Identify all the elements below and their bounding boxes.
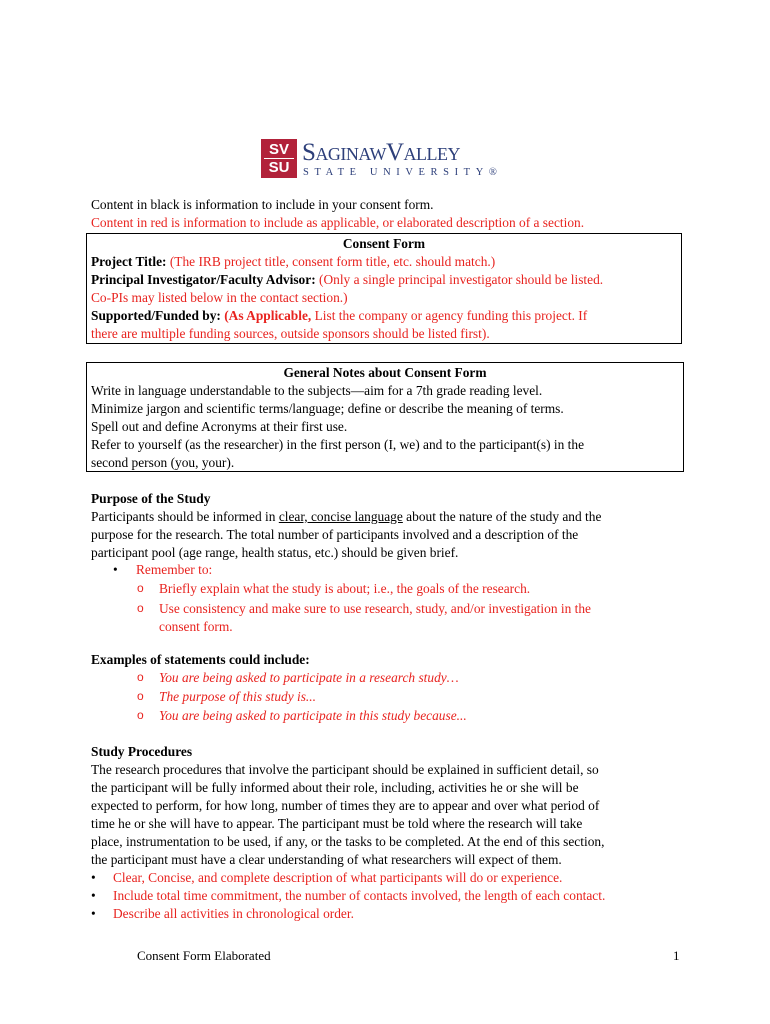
purpose-paragraph-line xyxy=(91,508,601,526)
bullet-icon: • xyxy=(91,906,96,921)
logo-mark-top: SV xyxy=(264,141,294,159)
example-item: The purpose of this study is... xyxy=(159,689,316,704)
notes-line: Minimize jargon and scientific terms/language; define or describe the meaning of terms. xyxy=(91,401,564,416)
intro-black-line: Content in black is information to include in your consent form. xyxy=(91,197,434,212)
consent-form-title: Consent Form xyxy=(342,236,426,251)
sub-bullet-icon: o xyxy=(137,581,144,595)
svsu-logo xyxy=(261,139,511,181)
footer-title: Consent Form Elaborated xyxy=(137,948,271,963)
procedures-line: the participant will be fully informed about their role, including, activities he or she will be xyxy=(91,780,579,795)
pi-line xyxy=(91,271,677,289)
purpose-text: about the nature of the study and the xyxy=(402,509,602,524)
procedures-line: expected to perform, for how long, number of times they are to appear and over what period of xyxy=(91,798,600,813)
remember-sub-item: consent form. xyxy=(159,619,233,634)
sub-bullet-icon: o xyxy=(137,689,144,703)
logo-subtitle: STATE UNIVERSITY® xyxy=(303,167,503,178)
procedures-section xyxy=(91,743,604,869)
page-number: 1 xyxy=(673,948,680,963)
project-title-line xyxy=(91,253,677,271)
bullet-icon: • xyxy=(91,888,96,903)
bullet-icon: • xyxy=(91,870,96,885)
procedures-line: The research procedures that involve the participant should be explained in sufficient detail, so xyxy=(91,762,599,777)
sub-bullet-icon: o xyxy=(137,601,144,615)
sub-bullet-icon: o xyxy=(137,708,144,722)
funded-applicable: (As Applicable, xyxy=(220,308,312,323)
procedures-line: place, instrumentation to be used, if any, or the tasks to be completed. At the end of this section, xyxy=(91,834,605,849)
notes-line: Refer to yourself (as the researcher) in the first person (I, we) and to the participant(s) in the xyxy=(91,437,585,452)
procedures-bullet: Clear, Concise, and complete description of what participants will do or experience. xyxy=(113,870,563,885)
pi-text-1: (Only a single principal investigator should be listed. xyxy=(315,272,604,287)
project-title-label: Project Title: xyxy=(91,254,167,269)
logo-mark-bottom: SU xyxy=(268,159,290,176)
notes-line: Spell out and define Acronyms at their first use. xyxy=(91,419,348,434)
intro xyxy=(91,196,584,232)
sub-bullet-icon: o xyxy=(137,670,144,684)
general-notes-box xyxy=(86,362,684,472)
remember-sub-item: Use consistency and make sure to use research, study, and/or investigation in the xyxy=(159,601,591,616)
notes-line: second person (you, your). xyxy=(91,455,235,470)
procedures-line: time he or she will have to appear. The participant must be told where the research will take xyxy=(91,816,583,831)
procedures-line: the participant must have a clear understanding of what researchers will expect of them. xyxy=(91,852,562,867)
purpose-paragraph-line: purpose for the research. The total number of participants involved and a description of the xyxy=(91,527,579,542)
funded-line xyxy=(91,307,677,325)
logo-mark xyxy=(261,139,297,178)
logo-name: SaginawValley xyxy=(302,139,460,166)
examples-heading: Examples of statements could include: xyxy=(91,652,310,667)
purpose-section xyxy=(91,490,601,562)
pi-label: Principal Investigator/Faculty Advisor: xyxy=(91,272,316,287)
consent-form-box xyxy=(86,233,682,344)
intro-red-line: Content in red is information to include as applicable, or elaborated description of a section. xyxy=(91,215,585,230)
bullet-icon: • xyxy=(113,562,118,577)
purpose-text: Participants should be informed in xyxy=(91,509,279,524)
purpose-heading: Purpose of the Study xyxy=(91,491,211,506)
purpose-paragraph-line: participant pool (age range, health status, etc.) should be given brief. xyxy=(91,545,459,560)
purpose-underlined: clear, concise language xyxy=(278,509,403,524)
funded-text-1: List the company or agency funding this project. If xyxy=(311,308,588,323)
general-notes-title: General Notes about Consent Form xyxy=(283,365,487,380)
funded-label: Supported/Funded by: xyxy=(91,308,221,323)
procedures-bullet: Include total time commitment, the number of contacts involved, the length of each contact. xyxy=(113,888,606,903)
example-item: You are being asked to participate in a research study… xyxy=(159,670,459,685)
example-item: You are being asked to participate in this study because... xyxy=(159,708,467,723)
notes-line: Write in language understandable to the subjects—aim for a 7th grade reading level. xyxy=(91,383,543,398)
project-title-text: (The IRB project title, consent form title, etc. should match.) xyxy=(166,254,496,269)
funded-text-2: there are multiple funding sources, outside sponsors should be listed first). xyxy=(91,326,490,341)
pi-text-2: Co-PIs may listed below in the contact section.) xyxy=(91,290,348,305)
procedures-heading: Study Procedures xyxy=(91,744,193,759)
remember-sub-item: Briefly explain what the study is about; i.e., the goals of the research. xyxy=(159,581,531,596)
procedures-bullet: Describe all activities in chronological order. xyxy=(113,906,354,921)
remember-item: Remember to: xyxy=(136,562,213,577)
